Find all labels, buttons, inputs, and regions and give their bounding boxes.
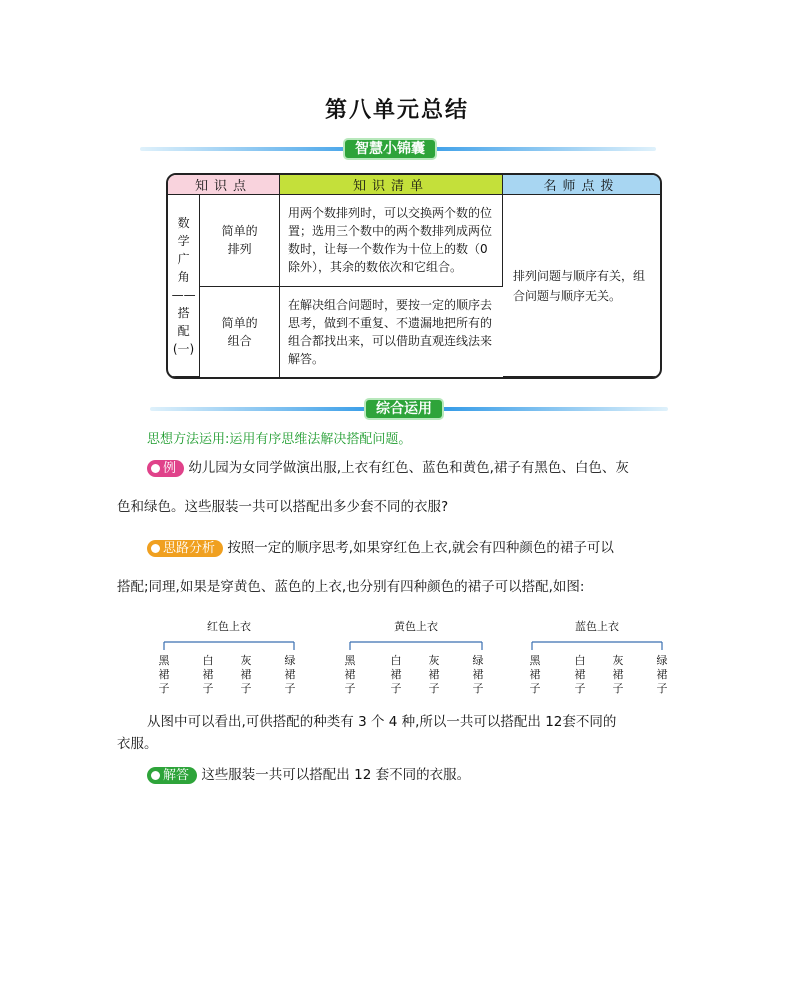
topic-permutation: 简单的 排列 (200, 195, 280, 287)
bullet-dot-icon (151, 544, 160, 553)
knowledge-table (166, 173, 662, 379)
skirt-label: 灰裙子 (428, 654, 440, 695)
skirt-label: 绿裙子 (284, 654, 296, 695)
skirt-label: 白裙子 (390, 654, 402, 695)
matching-diagram (0, 612, 794, 702)
topic-combination: 简单的 组合 (200, 287, 280, 377)
skirt-label: 灰裙子 (612, 654, 624, 695)
skirt-label: 黑裙子 (529, 654, 541, 695)
analysis-badge: 思路分析 (147, 540, 223, 557)
group-label-blue: 蓝色上衣 (575, 620, 619, 633)
skirt-label: 白裙子 (574, 654, 586, 695)
example-line-2: 色和绿色。这些服装一共可以搭配出多少套不同的衣服? (117, 499, 449, 515)
example-line-1: 例 幼儿园为女同学做演出服,上衣有红色、蓝色和黄色,裙子有黑色、白色、灰 (147, 458, 687, 478)
content-permutation: 用两个数排列时，可以交换两个数的位置；选用三个数中的两个数排列成两位数时，让每一个数作为十位上的数（0除外），其余的数依次和它组合。 (280, 195, 503, 287)
skirt-label: 黑裙子 (158, 654, 170, 695)
tip-cell: 排列问题与顺序有关，组合问题与顺序无关。 (503, 195, 660, 377)
bullet-dot-icon (151, 771, 160, 780)
answer-line: 解答 这些服装一共可以搭配出 12 套不同的衣服。 (147, 765, 470, 785)
skirt-label: 黑裙子 (344, 654, 356, 695)
header-teacher-tips: 名师点拨 (503, 175, 660, 195)
section-banner-tips (140, 140, 656, 158)
skirt-label: 白裙子 (202, 654, 214, 695)
skirt-label: 绿裙子 (472, 654, 484, 695)
section-banner-application (150, 400, 668, 418)
analysis-line-1: 思路分析 按照一定的顺序思考,如果穿红色上衣,就会有四种颜色的裙子可以 (147, 538, 687, 558)
banner-tips-label: 智慧小锦囊 (345, 140, 435, 158)
conclusion-line-2: 衣服。 (117, 736, 158, 752)
example-badge: 例 (147, 460, 184, 477)
skirt-label: 灰裙子 (240, 654, 252, 695)
header-knowledge-list: 知识清单 (280, 175, 503, 195)
group-label-yellow: 黄色上衣 (394, 620, 438, 633)
answer-badge: 解答 (147, 767, 197, 784)
category-cell: 数 学 广 角 —— 搭 配 (一) (168, 195, 200, 377)
page-title: 第八单元总结 (324, 98, 469, 123)
banner-application-label: 综合运用 (366, 400, 442, 418)
group-label-red: 红色上衣 (207, 620, 251, 633)
bullet-dot-icon (151, 464, 160, 473)
content-combination: 在解决组合问题时，要按一定的顺序去思考，做到不重复、不遗漏地把所有的组合都找出来，可以借助直观连线法来解答。 (288, 297, 493, 366)
method-statement: 思想方法运用:运用有序思维法解决搭配问题。 (147, 432, 412, 447)
conclusion-line-1: 从图中可以看出,可供搭配的种类有 3 个 4 种,所以一共可以搭配出 12套不同的 (147, 714, 617, 730)
header-knowledge-point: 知识点 (168, 175, 280, 195)
skirt-label: 绿裙子 (656, 654, 668, 695)
analysis-line-2: 搭配;同理,如果是穿黄色、蓝色的上衣,也分别有四种颜色的裙子可以搭配,如图: (117, 579, 585, 595)
